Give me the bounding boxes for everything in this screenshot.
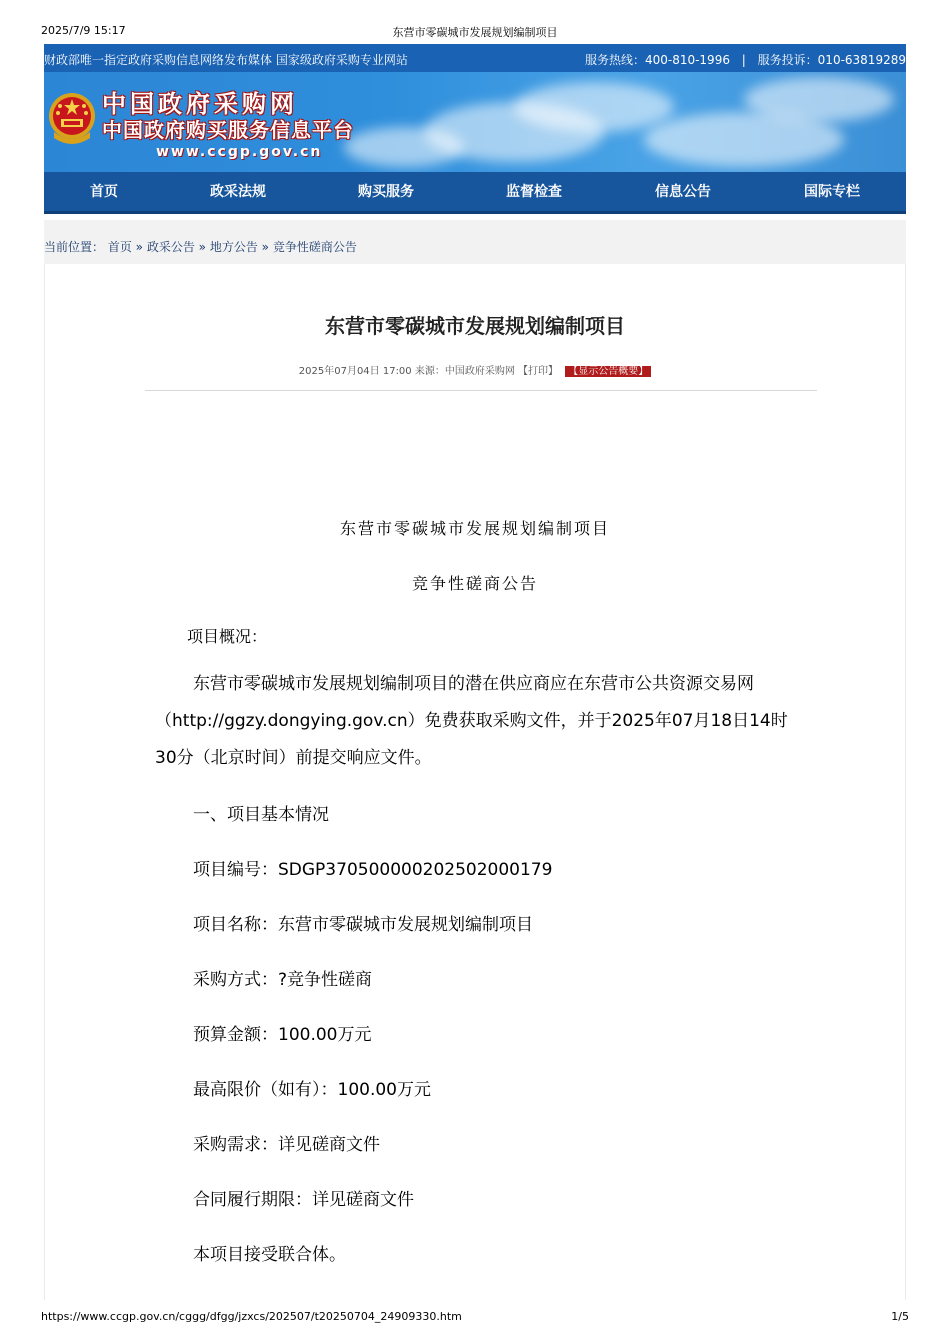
- top-info-bar: [44, 44, 906, 72]
- print-datetime: 2025/7/9 15:17: [41, 24, 126, 37]
- contract-period: 合同履行期限：详见磋商文件: [193, 1190, 414, 1210]
- breadcrumb-home[interactable]: 首页 »: [107, 240, 144, 254]
- nav-purchase-services[interactable]: 购买服务: [358, 184, 414, 200]
- print-footer: [41, 1310, 909, 1326]
- service-hotline: 服务热线：400-810-1996: [584, 53, 730, 67]
- service-complaint: 服务投诉：010-63819289: [757, 53, 906, 67]
- nav-regulations[interactable]: 政采法规: [210, 184, 266, 200]
- project-name: 项目名称：东营市零碳城市发展规划编制项目: [193, 915, 533, 935]
- service-contacts: [585, 51, 906, 68]
- contact-separator: |: [741, 53, 746, 67]
- breadcrumb-current[interactable]: 竞争性磋商公告: [272, 240, 357, 254]
- breadcrumb-notices[interactable]: 政采公告 »: [146, 240, 207, 254]
- logo-line-2: 中国政府购买服务信息平台: [102, 118, 354, 142]
- page-number: 1/5: [891, 1310, 909, 1323]
- max-price: 最高限价（如有）：100.00万元: [193, 1080, 431, 1100]
- breadcrumb: [44, 220, 906, 264]
- national-emblem-icon[interactable]: [46, 90, 98, 148]
- budget-amount: 预算金额：100.00万元: [193, 1025, 372, 1045]
- show-summary-button[interactable]: 【显示公告概要】: [565, 366, 651, 377]
- overview-text: 东营市零碳城市发展规划编制项目的潜在供应商应在东营市公共资源交易网（http://ggzy.dongying.gov.cn）免费获取采购文件，并于2025年07月18日14时30分（北京时间）前提交响应文件。: [155, 674, 788, 768]
- nav-supervision[interactable]: 监督检查: [506, 184, 562, 200]
- publish-date: 2025年07月04日 17:00: [298, 366, 412, 377]
- article-source: 来源：中国政府采购网: [414, 366, 515, 377]
- nav-international[interactable]: 国际专栏: [804, 184, 860, 200]
- divider: [145, 390, 817, 391]
- project-number: 项目编号：SDGP370500000202502000179: [193, 860, 553, 880]
- web-page: [44, 44, 906, 1300]
- procurement-requirement: 采购需求：详见磋商文件: [193, 1135, 380, 1155]
- main-nav: [44, 172, 906, 214]
- logo-line-1: 中国政府采购网: [102, 90, 298, 118]
- print-header: [41, 24, 909, 40]
- site-banner: [44, 72, 906, 172]
- site-slogan: 财政部唯一指定政府采购信息网络发布媒体 国家级政府采购专业网站: [44, 53, 408, 67]
- procurement-method: 采购方式：?竞争性磋商: [193, 970, 373, 990]
- section-qualification: [193, 1295, 363, 1300]
- overview-label: 项目概况：: [187, 627, 268, 646]
- breadcrumb-local[interactable]: 地方公告 »: [209, 240, 270, 254]
- consortium-note: 本项目接受联合体。: [193, 1245, 346, 1265]
- logo-url: www.ccgp.gov.cn: [156, 144, 323, 160]
- article-meta: [45, 362, 905, 377]
- notice-heading-project: 东营市零碳城市发展规划编制项目: [339, 519, 610, 538]
- site-logo-text[interactable]: [102, 90, 354, 162]
- notice-heading-type: 竞争性磋商公告: [411, 574, 538, 593]
- breadcrumb-prefix: 当前位置：: [44, 240, 105, 254]
- print-page-title: 东营市零碳城市发展规划编制项目: [392, 26, 558, 39]
- print-url: https://www.ccgp.gov.cn/cggg/dfgg/jzxcs/202507/t20250704_24909330.htm: [41, 1310, 462, 1323]
- nav-announcements[interactable]: 信息公告: [655, 184, 711, 200]
- nav-home[interactable]: 首页: [90, 184, 118, 200]
- section-basic-info: 一、项目基本情况: [193, 805, 329, 825]
- article-title: 东营市零碳城市发展规划编制项目: [325, 314, 625, 338]
- article-container: [44, 264, 906, 1300]
- print-link[interactable]: 【打印】: [518, 366, 559, 377]
